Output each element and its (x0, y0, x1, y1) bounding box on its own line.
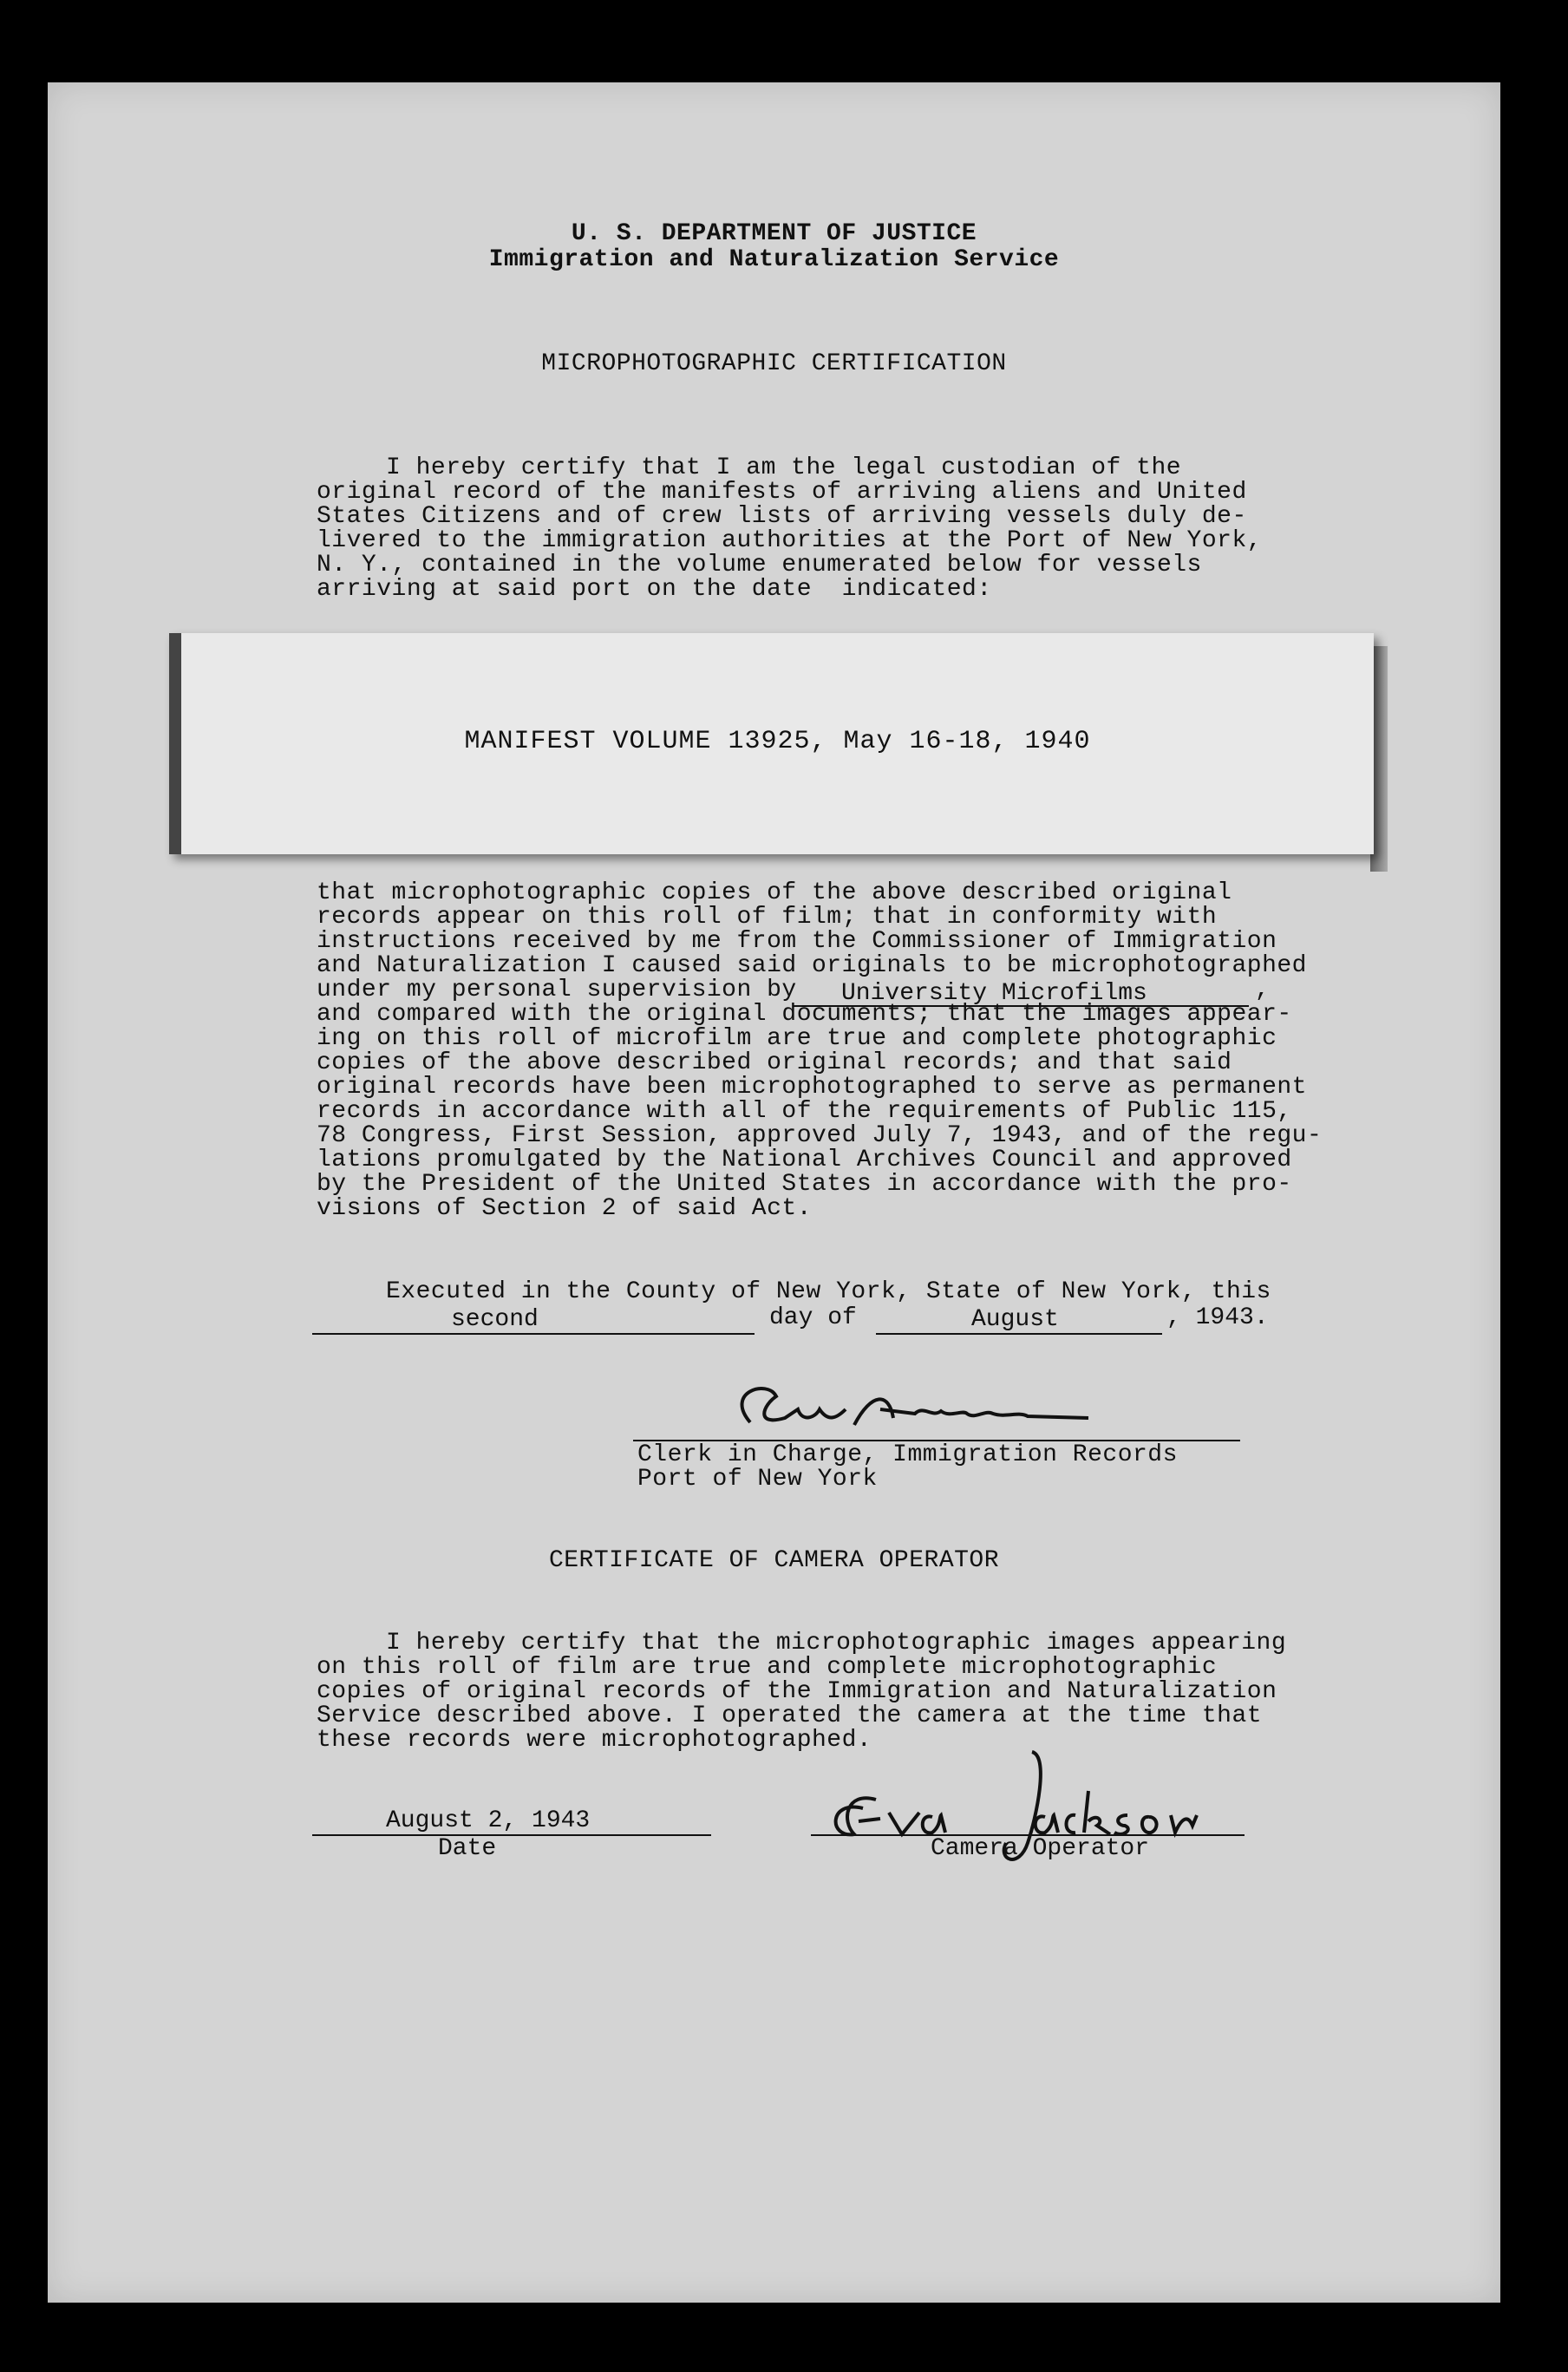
intro-line: States Citizens and of crew lists of arriving vessels duly de- (317, 503, 1247, 530)
intro-line: I hereby certify that I am the legal custodian of the (386, 454, 1182, 481)
clerk-port: Port of New York (637, 1466, 878, 1493)
manifest-slip (169, 633, 1374, 854)
camera-line: on this roll of film are true and complete microphotographic (317, 1654, 1218, 1681)
body-line: that microphotographic copies of the above described original (317, 879, 1232, 906)
supervisor-comma: , (1255, 977, 1270, 1003)
intro-line: arriving at said port on the date indicated: (317, 576, 992, 603)
executed-year: , 1943. (1166, 1304, 1269, 1331)
date-underline (312, 1834, 711, 1836)
operator-signature (811, 1739, 1218, 1886)
intro-line: N. Y., contained in the volume enumerated below for vessels (317, 552, 1202, 578)
day-of-label: day of (769, 1304, 857, 1331)
camera-line: these records were microphotographed. (317, 1727, 872, 1754)
camera-title: CERTIFICATE OF CAMERA OPERATOR (548, 1547, 1000, 1574)
clerk-title: Clerk in Charge, Immigration Records (637, 1441, 1178, 1468)
camera-line: copies of original records of the Immigration and Naturalization (317, 1678, 1277, 1705)
body-line: and Naturalization I caused said originals to be microphotographed (317, 952, 1307, 979)
executed-day: second (451, 1306, 539, 1333)
clerk-signature (715, 1375, 1114, 1444)
body-line: original records have been microphotographed to serve as permanent (317, 1074, 1307, 1101)
body-line: lations promulgated by the National Archives Council and approved (317, 1147, 1292, 1173)
month-underline (876, 1333, 1162, 1335)
document-page (48, 82, 1500, 2303)
department-heading: U. S. DEPARTMENT OF JUSTICE (571, 220, 977, 247)
body-line: ing on this roll of microfilm are true and complete photographic (317, 1025, 1277, 1052)
body-line: and compared with the original documents; that the images appear- (317, 1001, 1292, 1028)
camera-date: August 2, 1943 (386, 1807, 591, 1834)
body-line: visions of Section 2 of said Act. (317, 1195, 812, 1222)
service-heading: Immigration and Naturalization Service (488, 246, 1060, 273)
supervisor-name: University Microfilms (841, 980, 1147, 1007)
certification-title: MICROPHOTOGRAPHIC CERTIFICATION (541, 350, 1007, 377)
operator-label: Camera Operator (931, 1835, 1150, 1862)
camera-line: I hereby certify that the microphotographic images appearing (386, 1630, 1287, 1656)
body-line: under my personal supervision by (317, 977, 797, 1003)
body-line: records appear on this roll of film; that in conformity with (317, 904, 1218, 931)
camera-line: Service described above. I operated the camera at the time that (317, 1702, 1263, 1729)
executed-line: Executed in the County of New York, State of New York, this (386, 1278, 1271, 1305)
intro-line: livered to the immigration authorities at the Port of New York, (317, 527, 1263, 554)
intro-line: original record of the manifests of arriving aliens and United (317, 479, 1247, 506)
body-line: copies of the above described original records; and that said (317, 1049, 1232, 1076)
executed-month: August (971, 1306, 1059, 1333)
day-underline (312, 1333, 755, 1335)
manifest-volume-text: MANIFEST VOLUME 13925, May 16-18, 1940 (464, 727, 1091, 756)
body-line: instructions received by me from the Commissioner of Immigration (317, 928, 1277, 955)
body-line: 78 Congress, First Session, approved July 7, 1943, and of the regu- (317, 1122, 1323, 1149)
body-line: records in accordance with all of the requirements of Public 115, (317, 1098, 1292, 1125)
body-line: by the President of the United States in accordance with the pro- (317, 1171, 1292, 1198)
date-label: Date (438, 1835, 497, 1862)
